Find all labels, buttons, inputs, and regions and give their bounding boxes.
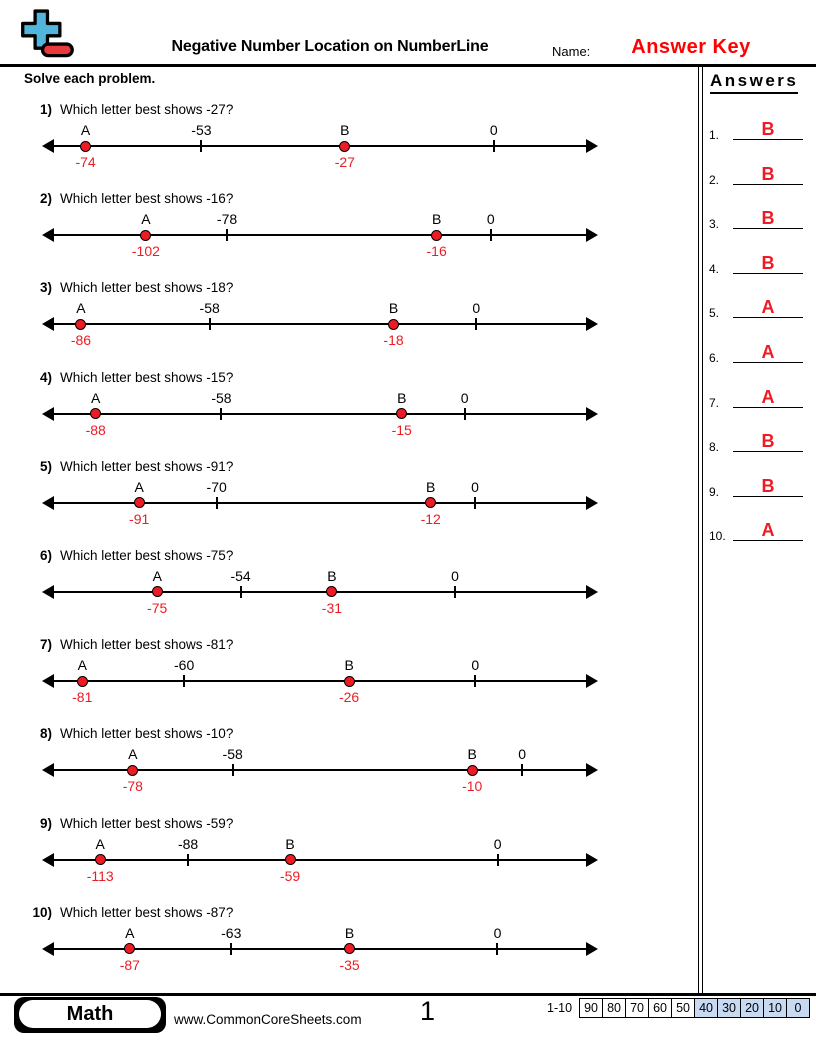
number-line-axis [52, 413, 588, 415]
tick-value-label: 0 [486, 211, 495, 228]
tick-mark [187, 854, 189, 866]
number-line [58, 212, 582, 258]
problem-item [0, 275, 698, 364]
problem-number: 1) [39, 102, 52, 117]
number-line-point [323, 123, 367, 169]
point-value-label: -91 [129, 510, 150, 527]
tick-mark [240, 586, 242, 598]
score-cell: 0 [786, 998, 810, 1018]
point-value-label: -86 [70, 332, 92, 349]
number-line-point [64, 123, 108, 169]
point-dot [467, 765, 478, 776]
tick-value-label: -58 [222, 746, 243, 763]
number-line-point [135, 569, 179, 615]
number-line-point [433, 569, 477, 615]
problem-item [0, 632, 698, 721]
number-line-point [310, 569, 354, 615]
answer-blank [733, 420, 803, 452]
number-line [58, 658, 582, 704]
point-letter-label: B [431, 211, 442, 228]
left-arrow-icon [42, 853, 54, 867]
point-value-label: -81 [72, 689, 93, 706]
tick-value-label: -70 [206, 478, 227, 495]
problems-list [0, 97, 698, 989]
number-line-point [60, 658, 104, 704]
point-value-label: -10 [462, 778, 483, 795]
tick-mark [209, 318, 211, 330]
right-arrow-icon [586, 139, 598, 153]
answer-blank [733, 197, 803, 229]
problem-item [0, 721, 698, 810]
problem-question: Which letter best shows -15? [60, 369, 234, 385]
left-arrow-icon [42, 228, 54, 242]
point-letter-label: B [344, 657, 354, 674]
tick-mark [220, 408, 222, 420]
point-letter-label: B [285, 835, 295, 852]
footer-divider [0, 993, 816, 996]
number-line-point [108, 926, 152, 972]
number-line-point [268, 837, 312, 883]
left-arrow-icon [42, 496, 54, 510]
point-letter-label: B [397, 389, 407, 406]
point-value-label: -102 [131, 243, 160, 260]
right-arrow-icon [586, 942, 598, 956]
problem-question: Which letter best shows -10? [60, 726, 234, 742]
score-cell: 10 [763, 998, 787, 1018]
problem-number: 3) [39, 280, 52, 296]
point-value-label: -113 [86, 867, 114, 884]
point-letter-label: A [141, 211, 151, 228]
score-cell: 90 [579, 998, 603, 1018]
answer-letter: B [761, 475, 775, 496]
problem-question: Which letter best shows -91? [60, 458, 234, 474]
number-line [58, 837, 582, 883]
problem-item [0, 454, 698, 543]
problem-question: Which letter best shows -18? [60, 280, 234, 296]
problem-number: 10) [32, 904, 52, 920]
point-letter-label: A [95, 835, 105, 852]
point-dot [90, 408, 101, 419]
point-value-label: -27 [334, 154, 355, 170]
answer-blank [733, 331, 803, 363]
number-line-point [188, 301, 232, 347]
number-line-point [59, 301, 103, 347]
answer-number: 10. [709, 529, 726, 544]
answer-blank [733, 242, 803, 274]
point-value-label: -88 [85, 421, 106, 438]
answer-number: 3. [709, 217, 720, 232]
point-letter-label: A [134, 478, 144, 495]
problem-number: 4) [39, 369, 52, 385]
number-line-point [453, 658, 497, 704]
point-letter-label: B [426, 478, 436, 495]
problem-question: Which letter best shows -16? [60, 191, 234, 207]
answer-item [709, 244, 809, 278]
point-value-label: -16 [426, 243, 447, 260]
number-line-point [443, 391, 487, 437]
number-line [58, 747, 582, 793]
problem-number: 6) [39, 547, 52, 563]
right-arrow-icon [586, 853, 598, 867]
tick-mark [490, 229, 492, 241]
tick-mark [493, 140, 495, 152]
point-dot [396, 408, 407, 419]
point-dot [95, 854, 106, 865]
number-line-axis [52, 680, 588, 682]
tick-value-label: -58 [199, 300, 220, 317]
number-line-point [166, 837, 210, 883]
tick-mark [200, 140, 202, 152]
tick-mark [497, 854, 499, 866]
tick-mark [496, 943, 498, 955]
tick-value-label: -53 [191, 122, 212, 138]
point-dot [425, 497, 436, 508]
answer-blank [733, 509, 803, 541]
point-dot [152, 586, 163, 597]
number-line [58, 480, 582, 526]
answer-blank [733, 108, 803, 140]
point-letter-label: B [467, 746, 477, 763]
score-cell: 60 [648, 998, 672, 1018]
tick-value-label: 0 [471, 657, 480, 674]
answer-blank [733, 286, 803, 318]
number-line-point [327, 658, 371, 704]
problem-item [0, 186, 698, 275]
right-arrow-icon [586, 763, 598, 777]
problem-number: 9) [39, 815, 52, 831]
point-dot [140, 230, 151, 241]
tick-value-label: -58 [211, 389, 232, 406]
left-arrow-icon [42, 407, 54, 421]
right-arrow-icon [586, 585, 598, 599]
tick-value-label: 0 [471, 478, 479, 495]
problem-item [0, 365, 698, 454]
point-value-label: -35 [339, 956, 360, 973]
score-cell: 50 [671, 998, 695, 1018]
problem-question: Which letter best shows -27? [60, 102, 234, 117]
right-arrow-icon [586, 228, 598, 242]
number-line-point [409, 480, 453, 526]
point-letter-label: B [340, 122, 350, 138]
point-value-label: -87 [119, 956, 140, 973]
number-line-point [179, 123, 223, 169]
number-line [58, 391, 582, 437]
point-dot [388, 319, 399, 330]
number-line-point [195, 480, 239, 526]
number-line-point [74, 391, 118, 437]
page-number: 1 [420, 996, 436, 1026]
point-dot [134, 497, 145, 508]
problem-question-row [0, 190, 698, 208]
point-value-label: -26 [338, 689, 360, 706]
left-arrow-icon [42, 763, 54, 777]
right-arrow-icon [586, 496, 598, 510]
answer-blank [733, 376, 803, 408]
answer-letter: A [761, 297, 775, 318]
tick-value-label: 0 [518, 746, 526, 763]
math-badge [14, 997, 166, 1033]
problem-item [0, 811, 698, 900]
number-line-point [117, 480, 161, 526]
tick-mark [232, 764, 234, 776]
answer-item [709, 110, 809, 144]
left-arrow-icon [42, 942, 54, 956]
number-line-point [380, 391, 424, 437]
right-arrow-icon [586, 407, 598, 421]
number-line [58, 569, 582, 615]
tick-mark [475, 318, 477, 330]
answer-item [709, 199, 809, 233]
number-line-point [205, 212, 249, 258]
score-cell: 80 [602, 998, 626, 1018]
point-dot [344, 676, 355, 687]
answer-number: 1. [709, 128, 720, 142]
point-dot [124, 943, 135, 954]
score-cell: 40 [694, 998, 718, 1018]
number-line-point [469, 212, 513, 258]
problem-question-row [0, 725, 698, 743]
number-line-point [450, 747, 494, 793]
tick-value-label: 0 [451, 567, 459, 584]
left-arrow-icon [42, 317, 54, 331]
answer-number: 4. [709, 261, 720, 276]
point-letter-label: B [327, 567, 337, 584]
problem-question-row [0, 369, 698, 387]
tick-value-label: -78 [216, 211, 238, 228]
tick-value-label: 0 [493, 835, 502, 852]
problem-number: 8) [39, 726, 52, 742]
point-value-label: -12 [420, 510, 441, 527]
number-line-point [372, 301, 416, 347]
instructions-text: Solve each problem. [24, 71, 156, 86]
score-cell: 20 [740, 998, 764, 1018]
answer-letter: A [761, 520, 775, 541]
point-dot [344, 943, 355, 954]
number-line-point [328, 926, 372, 972]
point-dot [326, 586, 337, 597]
number-line-point [472, 123, 516, 169]
answer-letter: B [761, 208, 775, 229]
number-line-point [454, 301, 498, 347]
number-line-point [453, 480, 497, 526]
problem-number: 2) [39, 191, 52, 207]
problem-question: Which letter best shows -87? [60, 904, 234, 920]
answer-item [709, 333, 809, 367]
point-dot [285, 854, 296, 865]
point-dot [80, 141, 91, 152]
problem-number: 7) [39, 637, 52, 653]
score-cell: 30 [717, 998, 741, 1018]
tick-value-label: 0 [493, 924, 502, 941]
point-dot [75, 319, 86, 330]
problem-question-row [0, 636, 698, 654]
point-value-label: -74 [75, 154, 96, 170]
number-line-point [415, 212, 459, 258]
point-value-label: -31 [321, 599, 343, 616]
tick-value-label: -88 [177, 835, 199, 852]
number-line [58, 926, 582, 972]
number-line [58, 301, 582, 347]
header-divider [0, 64, 816, 67]
tick-mark [216, 497, 218, 509]
problem-question-row [0, 815, 698, 833]
answer-number: 2. [709, 172, 720, 187]
tick-value-label: 0 [472, 300, 481, 317]
answer-item [709, 378, 809, 412]
answer-item [709, 155, 809, 189]
tick-value-label: 0 [460, 389, 469, 406]
worksheet-title: Negative Number Location on NumberLine [171, 38, 489, 55]
problem-item [0, 543, 698, 632]
tick-mark [226, 229, 228, 241]
answer-letter: B [761, 252, 775, 273]
point-letter-label: A [91, 389, 101, 406]
problem-question-row [0, 547, 698, 565]
point-letter-label: A [128, 746, 138, 763]
answer-number: 9. [709, 484, 720, 499]
number-line-point [219, 569, 263, 615]
point-dot [127, 765, 138, 776]
answer-key-text: Answer Key [631, 36, 751, 58]
point-value-label: -75 [147, 599, 168, 616]
point-letter-label: A [77, 657, 87, 674]
answer-letter: B [761, 119, 775, 139]
answer-item [709, 422, 809, 456]
answer-number: 7. [709, 395, 720, 410]
number-line-point [111, 747, 155, 793]
answers-title: Answers [710, 71, 798, 94]
number-line-point [124, 212, 168, 258]
problem-question-row [0, 458, 698, 476]
problem-question-row [0, 279, 698, 297]
point-value-label: -18 [383, 332, 404, 349]
problem-question-row [0, 101, 698, 119]
answers-panel [703, 66, 816, 993]
score-table [547, 998, 810, 1018]
number-line [58, 123, 582, 169]
point-value-label: -59 [279, 867, 301, 884]
plus-minus-logo-icon [12, 8, 78, 62]
answer-letter: B [761, 431, 775, 452]
problem-number: 5) [39, 458, 52, 474]
tick-value-label: 0 [489, 122, 498, 138]
left-arrow-icon [42, 674, 54, 688]
tick-mark [464, 408, 466, 420]
problem-question: Which letter best shows -59? [60, 815, 234, 831]
tick-mark [230, 943, 232, 955]
answer-number: 5. [709, 306, 720, 321]
commoncoresheets-logo [12, 8, 78, 67]
point-letter-label: A [152, 567, 162, 584]
number-line-point [162, 658, 206, 704]
point-dot [77, 676, 88, 687]
answer-item [709, 511, 809, 545]
number-line-point [476, 837, 520, 883]
number-line-point [500, 747, 544, 793]
math-badge-label: Math [19, 1000, 161, 1028]
number-line-point [78, 837, 122, 883]
point-value-label: -78 [122, 778, 143, 795]
answer-letter: B [761, 163, 775, 184]
tick-mark [474, 675, 476, 687]
tick-mark [474, 497, 476, 509]
answer-number: 8. [709, 440, 720, 455]
problem-question-row [0, 904, 698, 922]
point-letter-label: A [80, 122, 91, 138]
name-label: Name: [552, 44, 591, 59]
number-line-point [199, 391, 243, 437]
tick-value-label: -63 [221, 924, 242, 941]
point-value-label: -15 [391, 421, 412, 438]
number-line-point [209, 926, 253, 972]
point-dot [431, 230, 442, 241]
point-letter-label: A [76, 300, 86, 317]
problem-item [0, 97, 698, 186]
right-arrow-icon [586, 674, 598, 688]
score-cell: 70 [625, 998, 649, 1018]
answer-blank [733, 465, 803, 497]
number-line-axis [52, 323, 588, 325]
answer-item [709, 467, 809, 501]
answer-number: 6. [709, 351, 720, 365]
tick-mark [521, 764, 523, 776]
point-letter-label: B [388, 300, 399, 317]
score-range-label: 1-10 [547, 1001, 573, 1015]
number-line-point [475, 926, 519, 972]
point-letter-label: B [344, 924, 355, 941]
answer-item [709, 288, 809, 322]
left-arrow-icon [42, 139, 54, 153]
problem-item [0, 900, 698, 989]
tick-value-label: -54 [230, 567, 251, 584]
answer-letter: A [761, 386, 775, 407]
left-arrow-icon [42, 585, 54, 599]
tick-mark [183, 675, 185, 687]
point-letter-label: A [125, 924, 135, 941]
website-text: www.CommonCoreSheets.com [174, 1012, 362, 1027]
tick-mark [454, 586, 456, 598]
answer-letter: A [761, 342, 775, 362]
answer-blank [733, 153, 803, 185]
problem-question: Which letter best shows -75? [60, 547, 234, 563]
right-arrow-icon [586, 317, 598, 331]
point-dot [339, 141, 350, 152]
number-line-point [211, 747, 255, 793]
problem-question: Which letter best shows -81? [60, 637, 234, 653]
tick-value-label: -60 [174, 657, 195, 674]
